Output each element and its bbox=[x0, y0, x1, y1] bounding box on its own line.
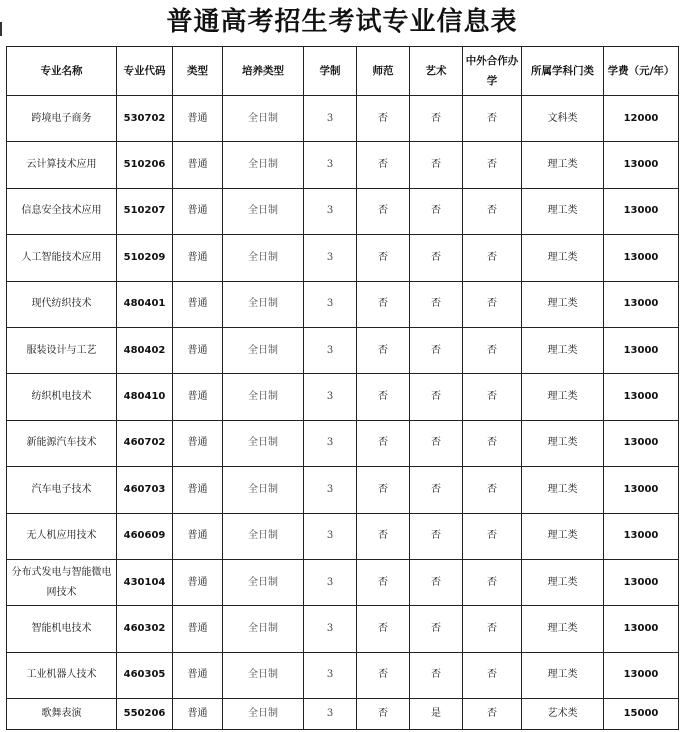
column-header: 中外合作办学 bbox=[463, 47, 522, 96]
major-code-cell: 460305 bbox=[117, 652, 173, 698]
normal-school-cell: 否 bbox=[357, 188, 410, 234]
discipline-cell: 理工类 bbox=[522, 652, 604, 698]
major-name-cell: 无人机应用技术 bbox=[7, 513, 117, 559]
major-code-cell: 550206 bbox=[117, 699, 173, 730]
art-cell: 否 bbox=[410, 374, 463, 420]
sino-foreign-cell: 否 bbox=[463, 652, 522, 698]
category-cell: 普通 bbox=[173, 374, 223, 420]
column-header: 专业代码 bbox=[117, 47, 173, 96]
study-mode-cell: 全日制 bbox=[223, 235, 304, 281]
table-row bbox=[7, 559, 679, 605]
table-row bbox=[7, 652, 679, 698]
study-mode-cell: 全日制 bbox=[223, 513, 304, 559]
art-cell: 否 bbox=[410, 467, 463, 513]
sino-foreign-cell: 否 bbox=[463, 467, 522, 513]
major-name-cell: 智能机电技术 bbox=[7, 606, 117, 652]
discipline-cell: 理工类 bbox=[522, 467, 604, 513]
category-cell: 普通 bbox=[173, 699, 223, 730]
major-name-cell: 歌舞表演 bbox=[7, 699, 117, 730]
sino-foreign-cell: 否 bbox=[463, 235, 522, 281]
page-title: 普通高考招生考试专业信息表 bbox=[166, 7, 518, 37]
tuition-cell: 13000 bbox=[604, 188, 679, 234]
table-row bbox=[7, 281, 679, 327]
tuition-cell: 13000 bbox=[604, 559, 679, 605]
discipline-cell: 理工类 bbox=[522, 420, 604, 466]
duration-cell: 3 bbox=[304, 142, 357, 188]
major-name-cell: 新能源汽车技术 bbox=[7, 420, 117, 466]
category-cell: 普通 bbox=[173, 420, 223, 466]
tuition-cell: 13000 bbox=[604, 467, 679, 513]
table-row bbox=[7, 467, 679, 513]
normal-school-cell: 否 bbox=[357, 281, 410, 327]
duration-cell: 3 bbox=[304, 420, 357, 466]
major-name-cell: 跨境电子商务 bbox=[7, 96, 117, 142]
category-cell: 普通 bbox=[173, 467, 223, 513]
discipline-cell: 理工类 bbox=[522, 188, 604, 234]
study-mode-cell: 全日制 bbox=[223, 606, 304, 652]
sino-foreign-cell: 否 bbox=[463, 281, 522, 327]
sino-foreign-cell: 否 bbox=[463, 606, 522, 652]
major-code-cell: 460302 bbox=[117, 606, 173, 652]
table-row bbox=[7, 327, 679, 373]
duration-cell: 3 bbox=[304, 606, 357, 652]
art-cell: 否 bbox=[410, 281, 463, 327]
table-row bbox=[7, 142, 679, 188]
duration-cell: 3 bbox=[304, 96, 357, 142]
normal-school-cell: 否 bbox=[357, 142, 410, 188]
tuition-cell: 13000 bbox=[604, 142, 679, 188]
column-header: 学费（元/年） bbox=[604, 47, 679, 96]
discipline-cell: 理工类 bbox=[522, 142, 604, 188]
category-cell: 普通 bbox=[173, 606, 223, 652]
duration-cell: 3 bbox=[304, 699, 357, 730]
category-cell: 普通 bbox=[173, 559, 223, 605]
category-cell: 普通 bbox=[173, 142, 223, 188]
major-name-cell: 纺织机电技术 bbox=[7, 374, 117, 420]
tuition-cell: 13000 bbox=[604, 420, 679, 466]
tuition-cell: 13000 bbox=[604, 327, 679, 373]
tuition-cell: 13000 bbox=[604, 513, 679, 559]
normal-school-cell: 否 bbox=[357, 420, 410, 466]
major-name-cell: 汽车电子技术 bbox=[7, 467, 117, 513]
table-row bbox=[7, 96, 679, 142]
normal-school-cell: 否 bbox=[357, 513, 410, 559]
duration-cell: 3 bbox=[304, 467, 357, 513]
table-row bbox=[7, 188, 679, 234]
column-header: 所属学科门类 bbox=[522, 47, 604, 96]
major-name-cell: 人工智能技术应用 bbox=[7, 235, 117, 281]
duration-cell: 3 bbox=[304, 652, 357, 698]
discipline-cell: 理工类 bbox=[522, 559, 604, 605]
sino-foreign-cell: 否 bbox=[463, 374, 522, 420]
study-mode-cell: 全日制 bbox=[223, 699, 304, 730]
major-code-cell: 480410 bbox=[117, 374, 173, 420]
tuition-cell: 13000 bbox=[604, 235, 679, 281]
study-mode-cell: 全日制 bbox=[223, 281, 304, 327]
sino-foreign-cell: 否 bbox=[463, 327, 522, 373]
column-header: 艺术 bbox=[410, 47, 463, 96]
art-cell: 否 bbox=[410, 327, 463, 373]
study-mode-cell: 全日制 bbox=[223, 142, 304, 188]
duration-cell: 3 bbox=[304, 281, 357, 327]
major-name-cell: 现代纺织技术 bbox=[7, 281, 117, 327]
study-mode-cell: 全日制 bbox=[223, 327, 304, 373]
table-row bbox=[7, 235, 679, 281]
column-header: 培养类型 bbox=[223, 47, 304, 96]
normal-school-cell: 否 bbox=[357, 235, 410, 281]
duration-cell: 3 bbox=[304, 235, 357, 281]
discipline-cell: 理工类 bbox=[522, 235, 604, 281]
tuition-cell: 13000 bbox=[604, 281, 679, 327]
table-row bbox=[7, 374, 679, 420]
art-cell: 是 bbox=[410, 699, 463, 730]
category-cell: 普通 bbox=[173, 652, 223, 698]
sino-foreign-cell: 否 bbox=[463, 420, 522, 466]
discipline-cell: 理工类 bbox=[522, 513, 604, 559]
major-code-cell: 510209 bbox=[117, 235, 173, 281]
discipline-cell: 艺术类 bbox=[522, 699, 604, 730]
major-code-cell: 480401 bbox=[117, 281, 173, 327]
art-cell: 否 bbox=[410, 652, 463, 698]
major-code-cell: 510207 bbox=[117, 188, 173, 234]
art-cell: 否 bbox=[410, 420, 463, 466]
major-code-cell: 460609 bbox=[117, 513, 173, 559]
table-row bbox=[7, 699, 679, 730]
discipline-cell: 理工类 bbox=[522, 327, 604, 373]
tuition-cell: 12000 bbox=[604, 96, 679, 142]
art-cell: 否 bbox=[410, 606, 463, 652]
major-code-cell: 480402 bbox=[117, 327, 173, 373]
major-info-table bbox=[6, 46, 679, 730]
tuition-cell: 13000 bbox=[604, 606, 679, 652]
study-mode-cell: 全日制 bbox=[223, 420, 304, 466]
table-row bbox=[7, 606, 679, 652]
major-name-cell: 服装设计与工艺 bbox=[7, 327, 117, 373]
major-name-cell: 云计算技术应用 bbox=[7, 142, 117, 188]
normal-school-cell: 否 bbox=[357, 467, 410, 513]
normal-school-cell: 否 bbox=[357, 606, 410, 652]
duration-cell: 3 bbox=[304, 374, 357, 420]
study-mode-cell: 全日制 bbox=[223, 559, 304, 605]
category-cell: 普通 bbox=[173, 188, 223, 234]
normal-school-cell: 否 bbox=[357, 327, 410, 373]
sino-foreign-cell: 否 bbox=[463, 513, 522, 559]
category-cell: 普通 bbox=[173, 281, 223, 327]
sino-foreign-cell: 否 bbox=[463, 188, 522, 234]
table-row bbox=[7, 513, 679, 559]
tuition-cell: 13000 bbox=[604, 374, 679, 420]
tuition-cell: 13000 bbox=[604, 652, 679, 698]
category-cell: 普通 bbox=[173, 96, 223, 142]
discipline-cell: 理工类 bbox=[522, 374, 604, 420]
study-mode-cell: 全日制 bbox=[223, 652, 304, 698]
major-name-cell: 信息安全技术应用 bbox=[7, 188, 117, 234]
discipline-cell: 文科类 bbox=[522, 96, 604, 142]
major-name-cell: 工业机器人技术 bbox=[7, 652, 117, 698]
category-cell: 普通 bbox=[173, 327, 223, 373]
art-cell: 否 bbox=[410, 142, 463, 188]
major-code-cell: 460703 bbox=[117, 467, 173, 513]
table-row bbox=[7, 420, 679, 466]
study-mode-cell: 全日制 bbox=[223, 188, 304, 234]
discipline-cell: 理工类 bbox=[522, 606, 604, 652]
category-cell: 普通 bbox=[173, 235, 223, 281]
duration-cell: 3 bbox=[304, 327, 357, 373]
major-code-cell: 530702 bbox=[117, 96, 173, 142]
normal-school-cell: 否 bbox=[357, 652, 410, 698]
major-name-cell: 分布式发电与智能微电网技术 bbox=[7, 559, 117, 605]
normal-school-cell: 否 bbox=[357, 374, 410, 420]
tuition-cell: 15000 bbox=[604, 699, 679, 730]
duration-cell: 3 bbox=[304, 559, 357, 605]
normal-school-cell: 否 bbox=[357, 96, 410, 142]
art-cell: 否 bbox=[410, 96, 463, 142]
art-cell: 否 bbox=[410, 188, 463, 234]
duration-cell: 3 bbox=[304, 513, 357, 559]
art-cell: 否 bbox=[410, 559, 463, 605]
major-code-cell: 510206 bbox=[117, 142, 173, 188]
column-header: 师范 bbox=[357, 47, 410, 96]
art-cell: 否 bbox=[410, 513, 463, 559]
column-header: 类型 bbox=[173, 47, 223, 96]
normal-school-cell: 否 bbox=[357, 559, 410, 605]
sino-foreign-cell: 否 bbox=[463, 559, 522, 605]
sino-foreign-cell: 否 bbox=[463, 142, 522, 188]
sino-foreign-cell: 否 bbox=[463, 96, 522, 142]
duration-cell: 3 bbox=[304, 188, 357, 234]
major-code-cell: 460702 bbox=[117, 420, 173, 466]
column-header: 专业名称 bbox=[7, 47, 117, 96]
table-header-row bbox=[7, 47, 679, 96]
column-header: 学制 bbox=[304, 47, 357, 96]
study-mode-cell: 全日制 bbox=[223, 467, 304, 513]
normal-school-cell: 否 bbox=[357, 699, 410, 730]
sino-foreign-cell: 否 bbox=[463, 699, 522, 730]
category-cell: 普通 bbox=[173, 513, 223, 559]
major-code-cell: 430104 bbox=[117, 559, 173, 605]
art-cell: 否 bbox=[410, 235, 463, 281]
study-mode-cell: 全日制 bbox=[223, 374, 304, 420]
study-mode-cell: 全日制 bbox=[223, 96, 304, 142]
discipline-cell: 理工类 bbox=[522, 281, 604, 327]
